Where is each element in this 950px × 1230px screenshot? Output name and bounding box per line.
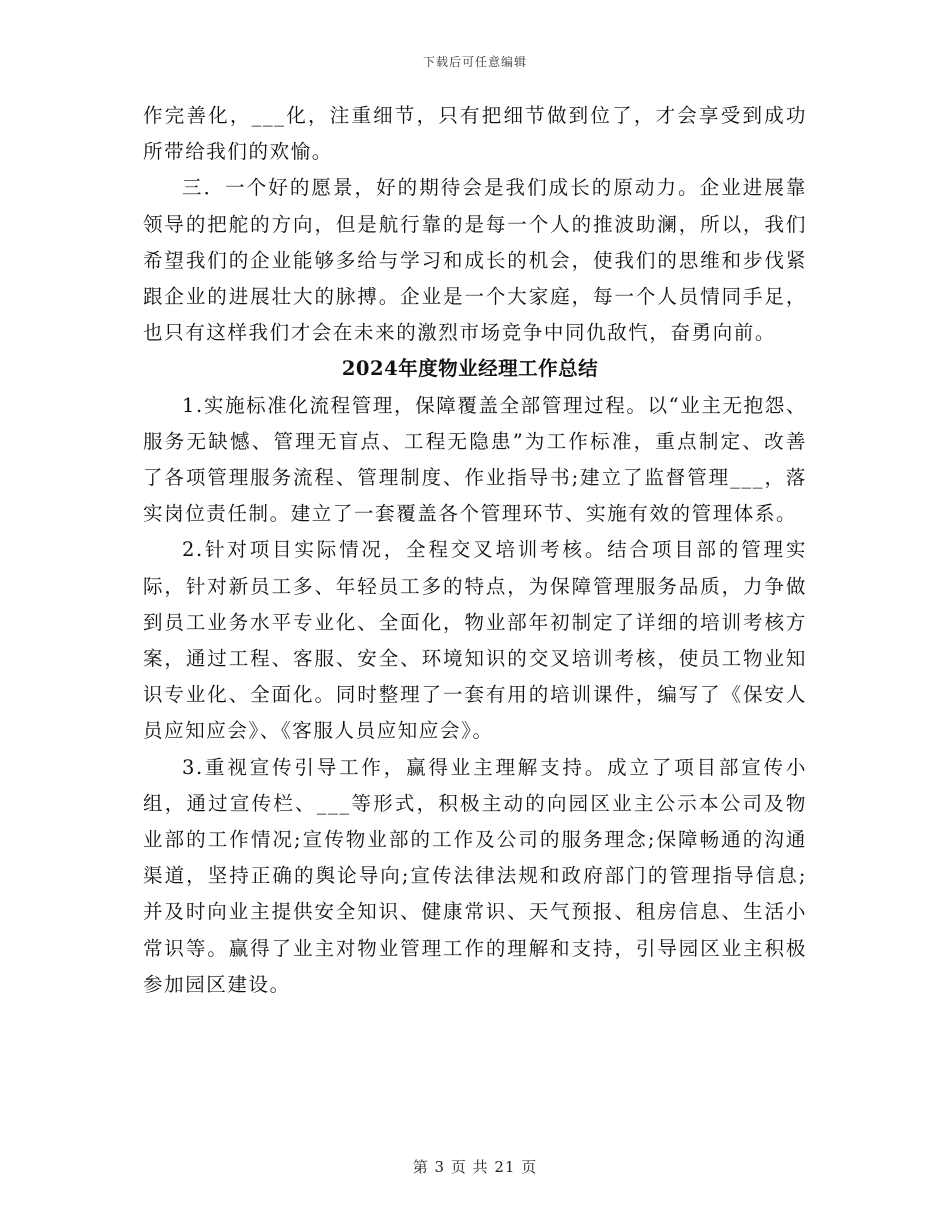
header-note: 下载后可任意编辑 [422,55,527,69]
document-body [143,98,807,1003]
paragraph-item-3: 3.重视宣传引导工作，赢得业主理解支持。成立了项目部宣传小组，通过宣传栏、___等形式，积极主动的向园区业主公示本公司及物业部的工作情况;宣传物业部的工作及公司的服务理念;保障畅通的沟通渠道，坚持正确的舆论导向;宣传法律法规和政府部门的管理指导信息;并及时向业主提供安全知识、健康常识、天气预报、租房信息、生活小常识等。赢得了业主对物业管理工作的理解和支持，引导园区业主积极参加园区建设。 [143,755,807,996]
paragraph-item-1: 1.实施标准化流程管理，保障覆盖全部管理过程。以“业主无抱怨、服务无缺憾、管理无盲点、工程无隐患”为工作标准，重点制定、改善了各项管理服务流程、管理制度、作业指导书;建立了监督管理___，落实岗位责任制。建立了一套覆盖各个管理环节、实施有效的管理体系。 [143,393,807,526]
paragraph-item-2: 2.针对项目实际情况，全程交叉培训考核。结合项目部的管理实际，针对新员工多、年轻员工多的特点，为保障管理服务品质，力争做到员工业务水平专业化、全面化，物业部年初制定了详细的培训考核方案，通过工程、客服、安全、环境知识的交叉培训考核，使员工物业知识专业化、全面化。同时整理了一套有用的培训课件，编写了《保安人员应知应会》、《客服人员应知应会》。 [143,538,807,743]
section-title: 2024年度物业经理工作总结 [341,357,599,381]
page-number: 第 3 页 共 21 页 [412,1158,538,1176]
paragraph-three: 三．一个好的愿景，好的期待会是我们成长的原动力。企业进展靠领导的把舵的方向，但是航行靠的是每一个人的推波助澜，所以，我们希望我们的企业能够多给与学习和成长的机会，使我们的思维和步伐紧跟企业的进展壮大的脉搏。企业是一个大家庭，每一个人员情同手足，也只有这样我们才会在未来的激烈市场竞争中同仇敌忾，奋勇向前。 [143,176,807,345]
paragraph-continuation: 作完善化，___化，注重细节，只有把细节做到位了，才会享受到成功所带给我们的欢愉。 [143,104,807,164]
